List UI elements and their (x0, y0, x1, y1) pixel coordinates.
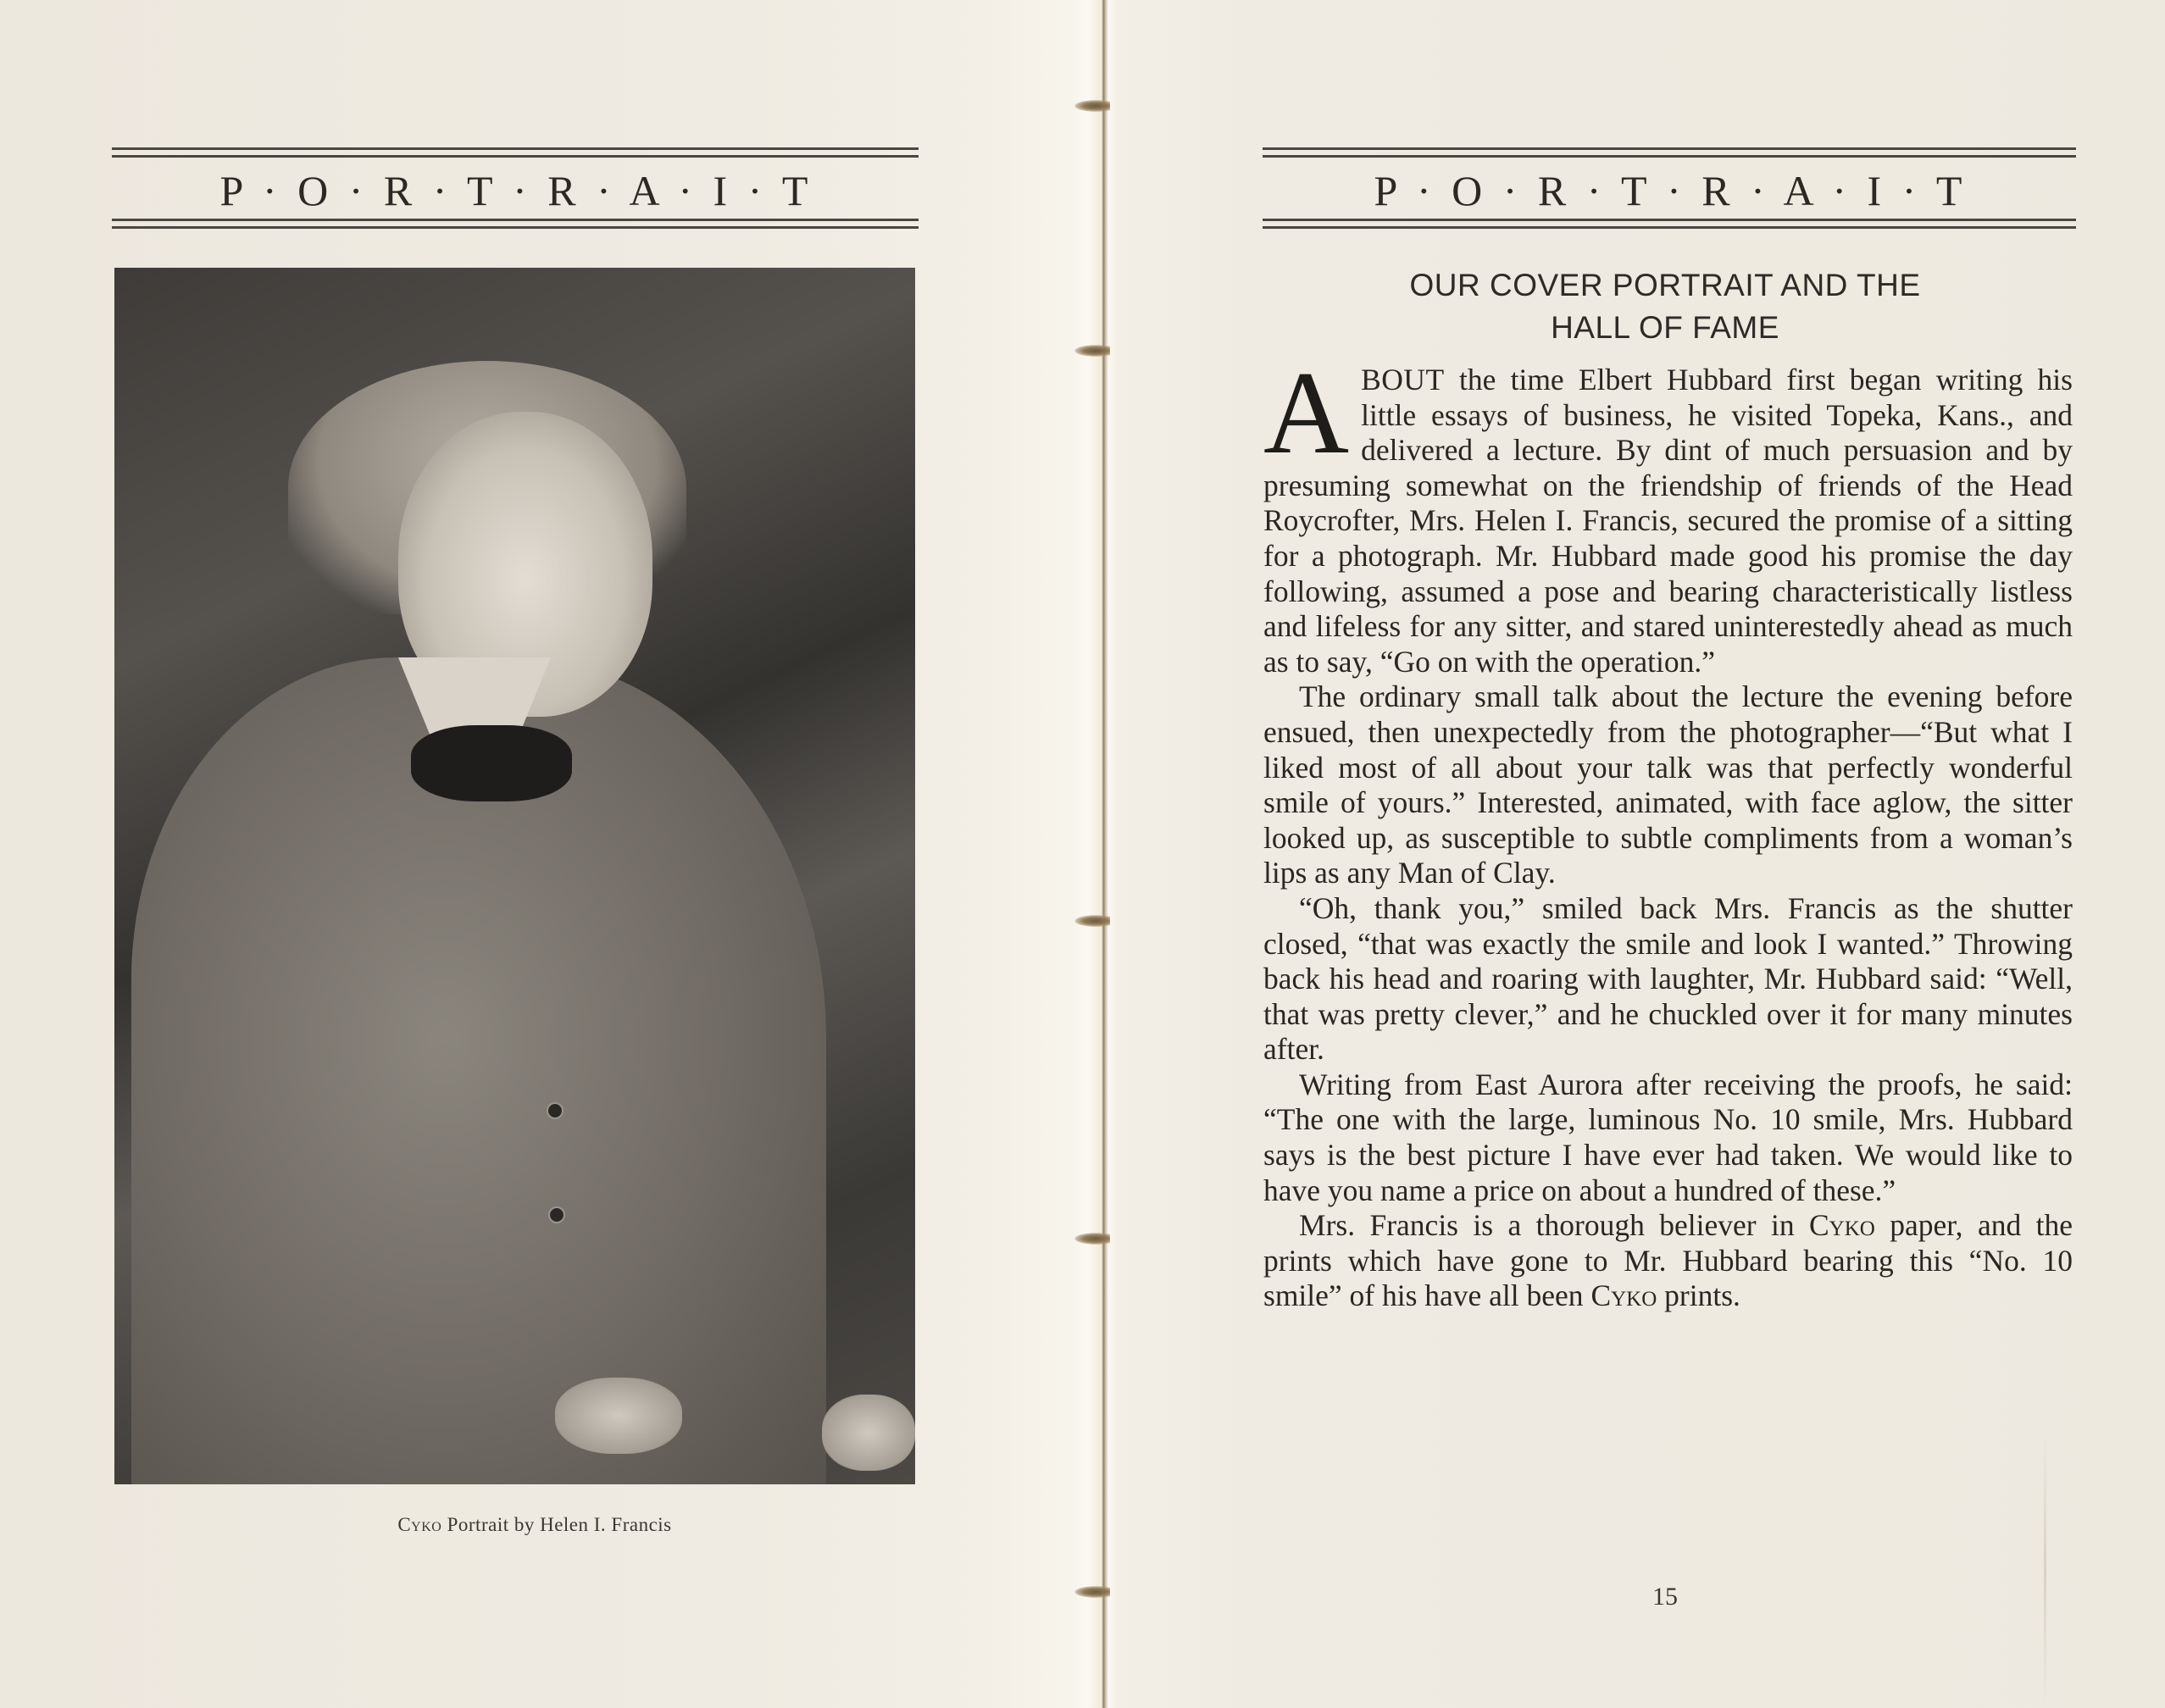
left-page (0, 0, 1069, 1708)
binding-stitch (1074, 915, 1110, 927)
top-rule (112, 147, 919, 150)
running-head-block-right (1263, 147, 2076, 232)
photo-caption (0, 1514, 1069, 1536)
paragraph-1 (1263, 347, 2073, 679)
bottom-rule (112, 226, 919, 229)
brand-cyko: Cyko (1809, 1208, 1875, 1243)
top-rule (1263, 155, 2076, 158)
photo-hand (822, 1395, 915, 1471)
paragraph-2: The ordinary small talk about the lecture the evening before ensued, then unexpectedly from the photographer—“But what I liked most of all about your talk was that perfectly wonderful smile of yours.” Interested, animated, with face aglow, the sitter looked up, as susceptible to subtle compliments from a woman’s lips as any Man of Clay. (1263, 679, 2073, 890)
paragraph-5-text-c: prints. (1657, 1278, 1740, 1313)
binding-stitch (1074, 1586, 1110, 1598)
paragraph-1-text: the time Elbert Hubbard first began writing his little essays of business, he visited Topeka, Kans., and delivered a lecture. By dint of much persuasion and by presuming somewhat on the friendship of friends of the Head Roycrofter, Mrs. Helen I. Francis, secured the promise of a sitting for a photograph. Mr. Hubbard made good his promise the day following, assumed a pose and bearing characteristically listless and lifeless for any sitter, and stared uninterestedly ahead as much as to say, “Go on with the operation.” (1263, 363, 2073, 679)
running-head-block-left (112, 147, 919, 232)
photo-coat-button (548, 1206, 565, 1223)
caption-text: Portrait by Helen I. Francis (441, 1514, 672, 1535)
paper-crease (2044, 1432, 2046, 1708)
running-head-left: P · O · R · T · R · A · I · T (219, 167, 811, 214)
binding-stitch (1074, 100, 1110, 112)
binding-stitch (1074, 345, 1110, 357)
page-number: 15 (1652, 1583, 1678, 1611)
paragraph-3: “Oh, thank you,” smiled back Mrs. Francis as the shutter closed, “that was exactly the smile and look I wanted.” Throwing back his head and roaring with laughter, Mr. Hubbard said: “Well, that was pretty clever,” and he chuckled over it for many minutes after. (1263, 890, 2073, 1067)
binding-stitch (1074, 1233, 1110, 1245)
article-title-line-1: OUR COVER PORTRAIT AND THE (1409, 268, 1921, 302)
paragraph-5-text-b: paper, and the prints which have gone to Mr. Hubbard bearing this “No. 10 smile” of his have all been (1263, 1208, 2073, 1313)
drop-cap: A (1263, 347, 1350, 479)
article-title-line-2: HALL OF FAME (1551, 310, 1779, 345)
top-rule (1263, 147, 2076, 150)
paragraph-5-text-a: Mrs. Francis is a thorough believer in (1299, 1208, 1809, 1243)
article-title (1254, 264, 2076, 349)
brand-cyko: Cyko (1590, 1278, 1657, 1313)
photo-coat-button (547, 1102, 563, 1119)
bottom-rule (1263, 226, 2076, 229)
caption-brand: Cyko (397, 1514, 442, 1535)
top-rule (112, 155, 919, 158)
book-gutter (1069, 0, 1117, 1708)
photo-hand (555, 1378, 682, 1454)
paragraph-4: Writing from East Aurora after receiving the proofs, he said: “The one with the large, luminous No. 10 smile, Mrs. Hubbard says is the best picture I have ever had taken. We would like to have you name a price on about a hundred of these.” (1263, 1067, 2073, 1207)
photo-bow-tie (411, 725, 572, 801)
running-head-right: P · O · R · T · R · A · I · T (1374, 167, 1965, 214)
portrait-photo (114, 268, 915, 1484)
bottom-rule (112, 219, 919, 221)
paragraph-5 (1263, 1208, 2073, 1314)
article-body (1263, 347, 2073, 1314)
bottom-rule (1263, 219, 2076, 221)
lead-word: BOUT (1361, 363, 1445, 396)
